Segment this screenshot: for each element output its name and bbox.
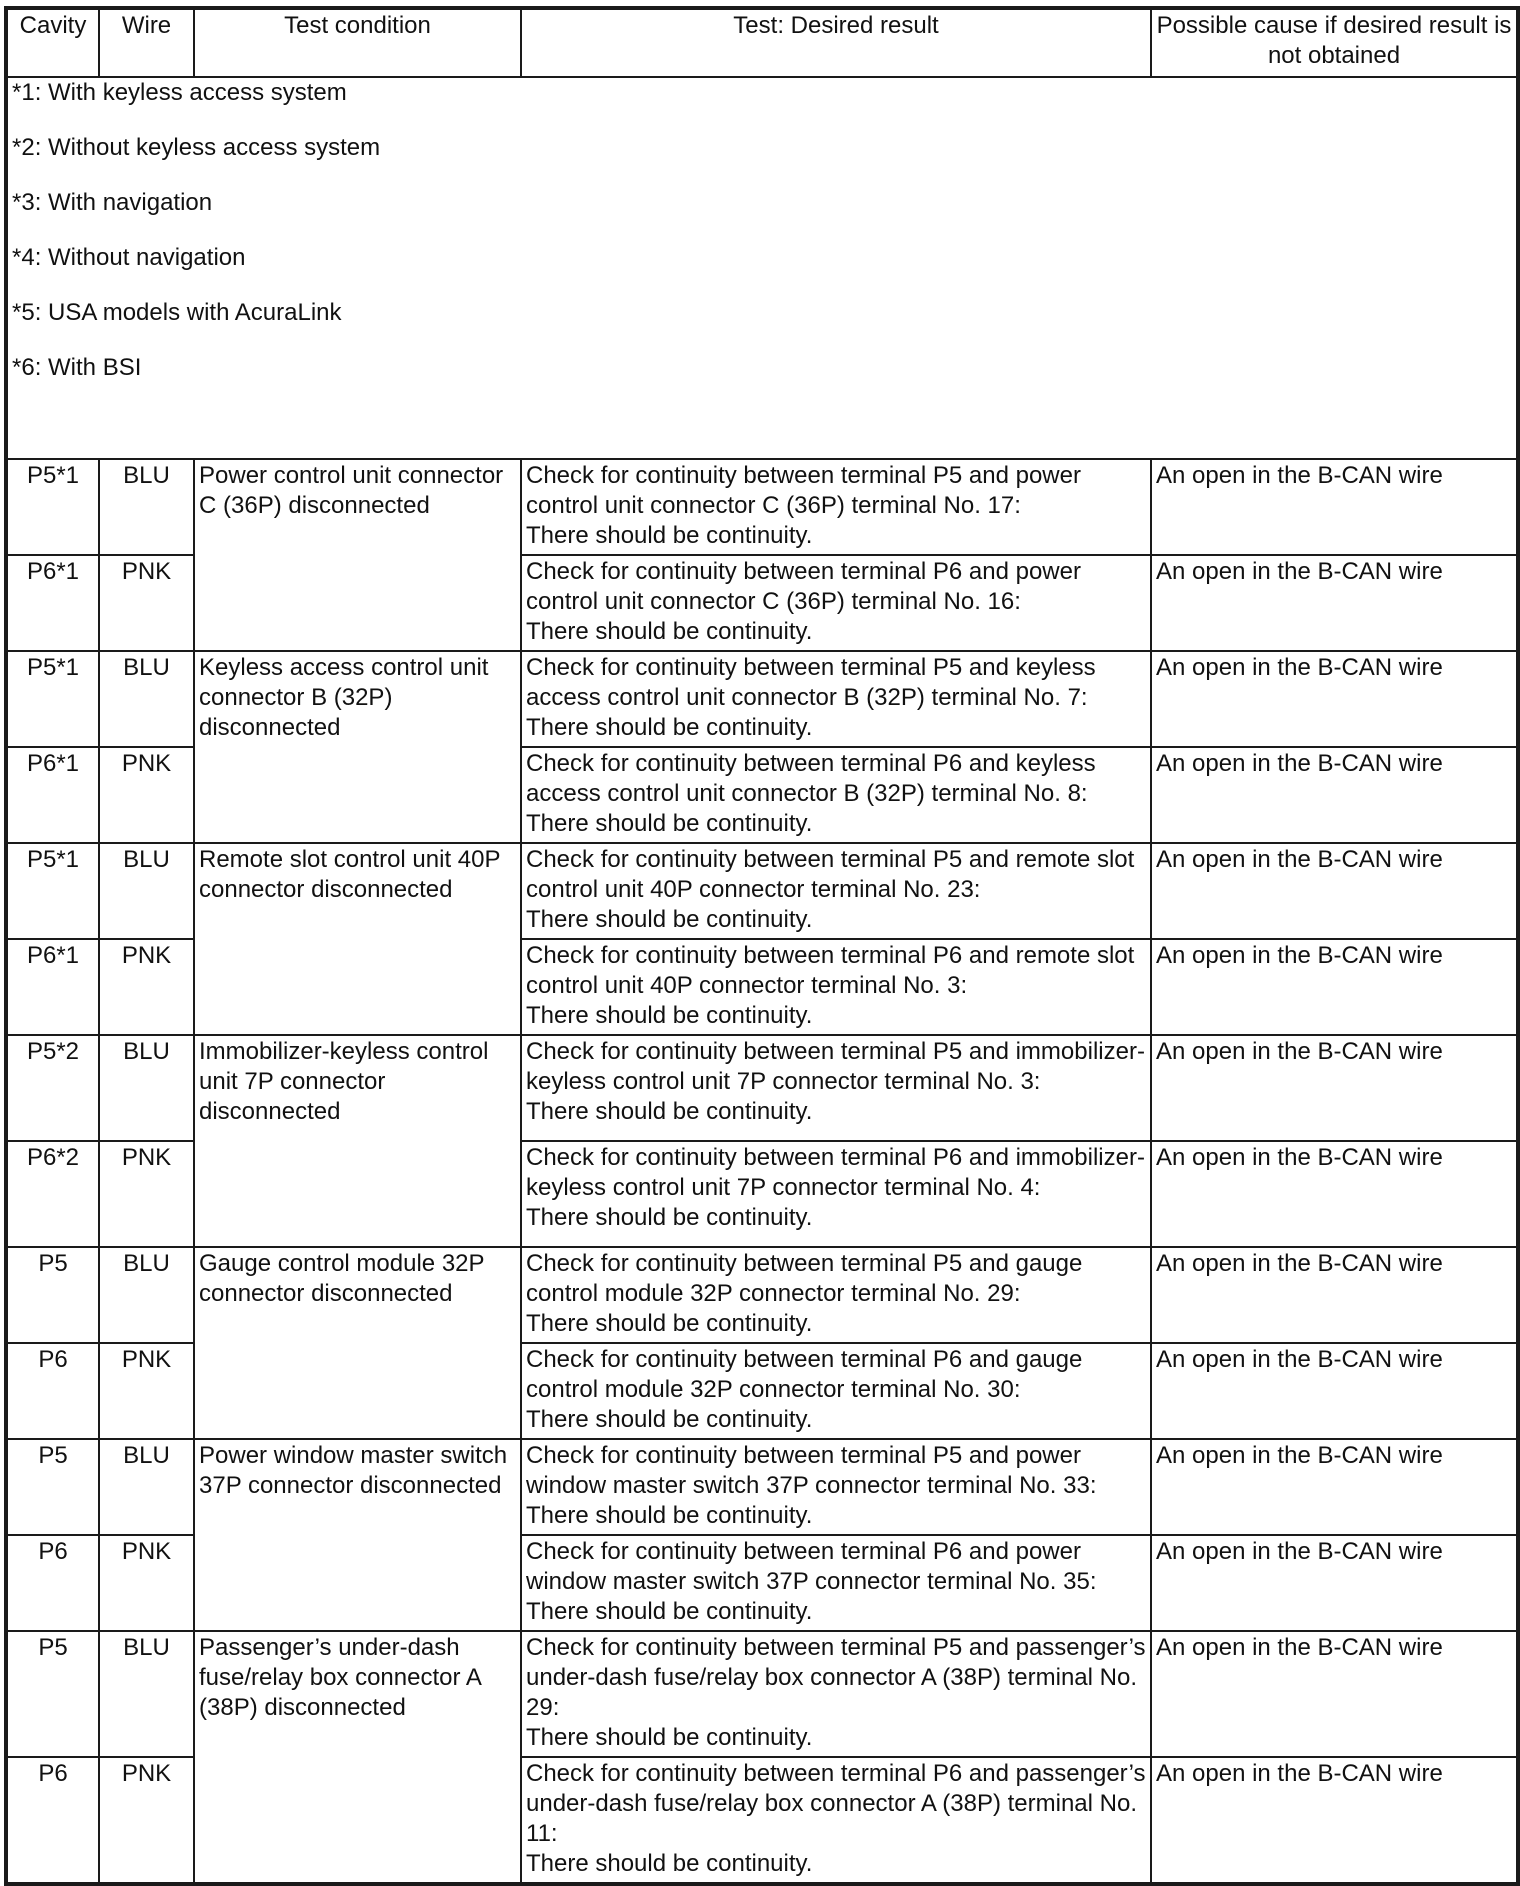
wire-cell: BLU	[99, 1439, 194, 1535]
cavity-cell: P5*1	[6, 651, 99, 747]
cavity-cell: P6	[6, 1757, 99, 1884]
test-expected-result: There should be continuity.	[526, 810, 813, 837]
footnote: *4: Without navigation	[12, 244, 246, 271]
test-instruction: Check for continuity between terminal P5 and passenger’s under-dash fuse/relay box connector A (38P) terminal No. 29:	[526, 1634, 1146, 1721]
cavity-cell: P6*2	[6, 1141, 99, 1247]
test-instruction: Check for continuity between terminal P5 and remote slot control unit 40P connector terminal No. 23:	[526, 846, 1135, 903]
test-instruction: Check for continuity between terminal P5 and gauge control module 32P connector terminal No. 29:	[526, 1250, 1083, 1307]
cavity-cell: P6	[6, 1343, 99, 1439]
test-cell	[521, 1535, 1151, 1631]
test-expected-result: There should be continuity.	[526, 1406, 813, 1433]
footnotes-cell	[6, 77, 1518, 459]
wire-cell: BLU	[99, 1035, 194, 1141]
cavity-cell: P5*1	[6, 843, 99, 939]
table-row	[6, 1631, 1518, 1757]
continuity-test-table	[4, 6, 1520, 1886]
cavity-cell: P5*1	[6, 459, 99, 555]
table-row	[6, 843, 1518, 939]
table-row	[6, 1439, 1518, 1535]
test-expected-result: There should be continuity.	[526, 1502, 813, 1529]
possible-cause-cell: An open in the B-CAN wire	[1151, 651, 1518, 747]
test-condition-cell: Keyless access control unit connector B (32P) disconnected	[194, 651, 521, 843]
test-condition-cell: Passenger’s under-dash fuse/relay box connector A (38P) disconnected	[194, 1631, 521, 1884]
document-page	[4, 6, 1516, 1886]
cavity-cell: P5*2	[6, 1035, 99, 1141]
test-expected-result: There should be continuity.	[526, 1002, 813, 1029]
possible-cause-cell: An open in the B-CAN wire	[1151, 1757, 1518, 1884]
test-cell	[521, 1035, 1151, 1141]
test-condition-cell: Remote slot control unit 40P connector disconnected	[194, 843, 521, 1035]
possible-cause-cell: An open in the B-CAN wire	[1151, 1439, 1518, 1535]
test-expected-result: There should be continuity.	[526, 1098, 813, 1125]
test-expected-result: There should be continuity.	[526, 522, 813, 549]
table-row	[6, 1247, 1518, 1343]
test-condition-cell: Gauge control module 32P connector disconnected	[194, 1247, 521, 1439]
possible-cause-cell: An open in the B-CAN wire	[1151, 1141, 1518, 1247]
test-cell	[521, 939, 1151, 1035]
test-instruction: Check for continuity between terminal P6 and keyless access control unit connector B (32P) terminal No. 8:	[526, 750, 1096, 807]
wire-cell: BLU	[99, 843, 194, 939]
possible-cause-cell: An open in the B-CAN wire	[1151, 459, 1518, 555]
test-instruction: Check for continuity between terminal P6 and immobilizer-keyless control unit 7P connector terminal No. 4:	[526, 1144, 1145, 1201]
test-cell	[521, 1343, 1151, 1439]
footnote: *3: With navigation	[12, 189, 213, 216]
test-expected-result: There should be continuity.	[526, 1310, 813, 1337]
test-cell	[521, 1439, 1151, 1535]
wire-cell: BLU	[99, 1247, 194, 1343]
test-instruction: Check for continuity between terminal P5 and power window master switch 37P connector terminal No. 33:	[526, 1442, 1097, 1499]
header-test-condition: Test condition	[194, 8, 521, 77]
cavity-cell: P6*1	[6, 555, 99, 651]
wire-cell: PNK	[99, 1141, 194, 1247]
table-row	[6, 1035, 1518, 1141]
header-wire: Wire	[99, 8, 194, 77]
possible-cause-cell: An open in the B-CAN wire	[1151, 1343, 1518, 1439]
test-expected-result: There should be continuity.	[526, 1724, 813, 1751]
test-expected-result: There should be continuity.	[526, 1598, 813, 1625]
test-cell	[521, 1757, 1151, 1884]
footnote: *2: Without keyless access system	[12, 134, 381, 161]
possible-cause-cell: An open in the B-CAN wire	[1151, 1035, 1518, 1141]
test-cell	[521, 1631, 1151, 1757]
possible-cause-cell: An open in the B-CAN wire	[1151, 843, 1518, 939]
test-instruction: Check for continuity between terminal P6 and remote slot control unit 40P connector terminal No. 3:	[526, 942, 1135, 999]
test-cell	[521, 1247, 1151, 1343]
wire-cell: BLU	[99, 1631, 194, 1757]
footnote: *1: With keyless access system	[12, 79, 347, 106]
possible-cause-cell: An open in the B-CAN wire	[1151, 1631, 1518, 1757]
test-condition-cell: Power control unit connector C (36P) disconnected	[194, 459, 521, 651]
wire-cell: PNK	[99, 747, 194, 843]
cavity-cell: P6*1	[6, 939, 99, 1035]
test-cell	[521, 555, 1151, 651]
possible-cause-cell: An open in the B-CAN wire	[1151, 555, 1518, 651]
test-instruction: Check for continuity between terminal P5 and keyless access control unit connector B (32P) terminal No. 7:	[526, 654, 1096, 711]
wire-cell: PNK	[99, 555, 194, 651]
test-cell	[521, 843, 1151, 939]
test-expected-result: There should be continuity.	[526, 1850, 813, 1877]
possible-cause-cell: An open in the B-CAN wire	[1151, 1535, 1518, 1631]
wire-cell: PNK	[99, 1343, 194, 1439]
test-instruction: Check for continuity between terminal P6 and power window master switch 37P connector terminal No. 35:	[526, 1538, 1097, 1595]
header-possible-cause: Possible cause if desired result is not obtained	[1151, 8, 1518, 77]
wire-cell: BLU	[99, 459, 194, 555]
cavity-cell: P6*1	[6, 747, 99, 843]
possible-cause-cell: An open in the B-CAN wire	[1151, 1247, 1518, 1343]
test-expected-result: There should be continuity.	[526, 618, 813, 645]
wire-cell: BLU	[99, 651, 194, 747]
cavity-cell: P6	[6, 1535, 99, 1631]
header-test-desired-result: Test: Desired result	[521, 8, 1151, 77]
wire-cell: PNK	[99, 939, 194, 1035]
cavity-cell: P5	[6, 1247, 99, 1343]
table-row	[6, 459, 1518, 555]
test-instruction: Check for continuity between terminal P6 and power control unit connector C (36P) terminal No. 16:	[526, 558, 1081, 615]
test-cell	[521, 459, 1151, 555]
footnote: *5: USA models with AcuraLink	[12, 299, 342, 326]
test-instruction: Check for continuity between terminal P5 and immobilizer-keyless control unit 7P connector terminal No. 3:	[526, 1038, 1145, 1095]
possible-cause-cell: An open in the B-CAN wire	[1151, 747, 1518, 843]
test-condition-cell: Immobilizer-keyless control unit 7P connector disconnected	[194, 1035, 521, 1247]
test-instruction: Check for continuity between terminal P5 and power control unit connector C (36P) terminal No. 17:	[526, 462, 1081, 519]
possible-cause-cell: An open in the B-CAN wire	[1151, 939, 1518, 1035]
test-expected-result: There should be continuity.	[526, 1204, 813, 1231]
cavity-cell: P5	[6, 1631, 99, 1757]
test-cell	[521, 1141, 1151, 1247]
test-condition-cell: Power window master switch 37P connector disconnected	[194, 1439, 521, 1631]
cavity-cell: P5	[6, 1439, 99, 1535]
footnotes-row	[6, 77, 1518, 459]
test-cell	[521, 651, 1151, 747]
test-expected-result: There should be continuity.	[526, 714, 813, 741]
wire-cell: PNK	[99, 1535, 194, 1631]
footnote: *6: With BSI	[12, 354, 142, 381]
test-instruction: Check for continuity between terminal P6 and passenger’s under-dash fuse/relay box connector A (38P) terminal No. 11:	[526, 1760, 1146, 1847]
header-row	[6, 8, 1518, 77]
table-row	[6, 651, 1518, 747]
header-cavity: Cavity	[6, 8, 99, 77]
test-cell	[521, 747, 1151, 843]
test-expected-result: There should be continuity.	[526, 906, 813, 933]
test-instruction: Check for continuity between terminal P6 and gauge control module 32P connector terminal No. 30:	[526, 1346, 1083, 1403]
wire-cell: PNK	[99, 1757, 194, 1884]
